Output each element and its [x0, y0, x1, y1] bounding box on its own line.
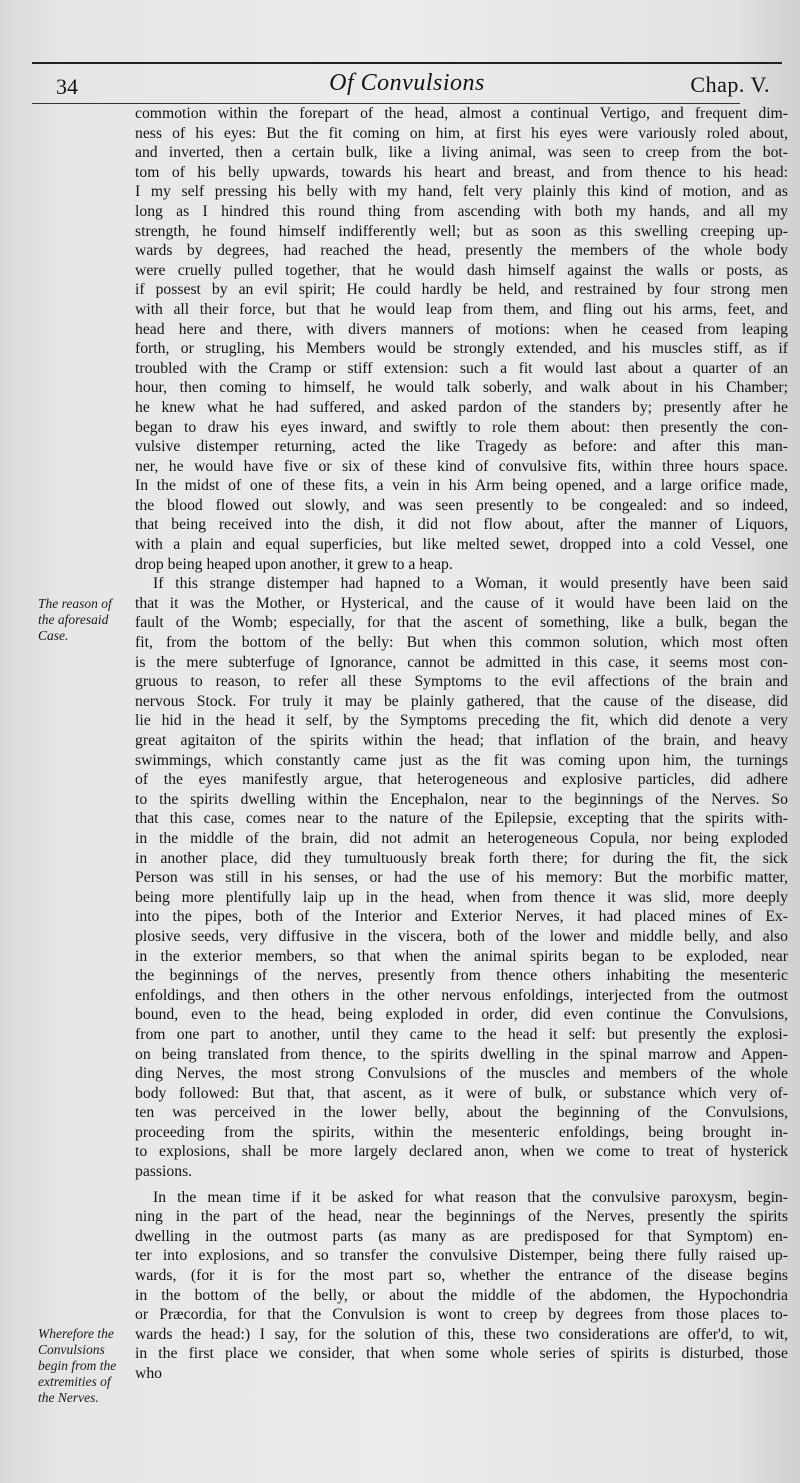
- text-line: vulsive distemper returning, acted the like Tragedy as before: and after this man-: [135, 438, 788, 456]
- header-rule: [32, 62, 782, 64]
- text-line: great agitaiton of the spirits within the head; that inflation of the brain, and heavy: [135, 732, 788, 749]
- text-line: with all their force, but that he would leap from them, and fling out his arms, feet, and: [135, 300, 788, 318]
- margin-note-line: begin from the: [38, 1358, 117, 1373]
- text-line: enfoldings, and then others in the other nervous enfoldings, interjected from the outmost: [135, 986, 788, 1004]
- text-line: swimmings, which constantly came just as the fit was coming upon him, the turnings: [135, 751, 788, 769]
- margin-note-line: Convulsions: [38, 1342, 105, 1357]
- text-line: of the eyes manifestly argue, that heterogeneous and explosive particles, did adhere: [135, 771, 788, 789]
- text-line: fault of the Womb; especially, for that the ascent of something, like a bulk, began the: [135, 614, 788, 632]
- text-line: with a plain and equal superficies, but like melted sewet, dropped into a cold Vessel, one: [135, 536, 788, 554]
- text-line: lie hid in the head it self, by the Symptoms preceding the fit, which did denote a very: [135, 712, 788, 730]
- running-header: [32, 66, 782, 102]
- text-line: to explosions, shall be more largely declared anon, when we come to treat of hysterick: [135, 1143, 788, 1161]
- text-line: tom of his belly upwards, towards his heart and breast, and from thence to his head:: [135, 163, 788, 181]
- running-title: Of Convulsions: [329, 70, 485, 96]
- text-line: to the spirits dwelling within the Encephalon, near to the beginnings of the Nerves. So: [135, 790, 788, 808]
- margin-note-reason: [38, 596, 136, 644]
- text-line: in the exterior members, so that when the animal spirits began to be exploded, near: [135, 947, 788, 965]
- text-line: wards, (for it is for the most part so, whether the entrance of the disease begins: [135, 1267, 788, 1285]
- text-line: that this case, comes near to the nature of the Epilepsie, excepting that the spirits with-: [135, 810, 788, 828]
- text-line: ding Nerves, the most strong Convulsions of the muscles and members of the whole: [135, 1065, 788, 1083]
- text-line: plosive seeds, very diffusive in the viscera, both of the lower and middle belly, and also: [135, 927, 788, 945]
- text-line: fit, from the bottom of the belly: But when this common solution, which most often: [135, 634, 788, 652]
- text-line: proceeding from the spirits, within the mesenteric enfoldings, being brought in-: [135, 1123, 788, 1141]
- text-line: ten was perceived in the lower belly, about the beginning of the Convulsions,: [135, 1104, 788, 1122]
- text-line: I my self pressing his belly with my hand, felt very plainly this kind of motion, and as: [135, 183, 788, 201]
- text-line: from one part to another, until they came to the head it self: but presently the explosi-: [135, 1025, 788, 1043]
- text-line: wards the head:) I say, for the solution of this, these two considerations are offer'd, to wit,: [135, 1325, 788, 1343]
- margin-note-wherefore: [38, 1326, 136, 1406]
- text-line: ning in the part of the head, near the beginnings of the Nerves, presently the spirits: [135, 1208, 788, 1226]
- margin-note-line: The reason of: [38, 596, 112, 611]
- chapter-label: Chap. V.: [690, 72, 770, 97]
- text-line: drop being heaped upon another, it grew to a heap.: [135, 555, 453, 573]
- text-line: wards by degrees, had reached the head, presently the members of the whole body: [135, 242, 788, 260]
- text-line: ness of his eyes: But the fit coming on him, at first his eyes were variously roled about,: [135, 124, 788, 142]
- body-text: [135, 104, 788, 1384]
- paragraph-2: [135, 574, 788, 1181]
- text-line: passions.: [135, 1163, 193, 1181]
- text-line: in another place, did they tumultuously break forth there; for during the fit, the sick: [135, 849, 788, 867]
- text-line: being more plentifully laip up in the head, when from thence it was slid, more deeply: [135, 888, 788, 906]
- text-line: the blood flowed out slowly, and was seen presently to be congealed: and so indeed,: [135, 496, 788, 514]
- text-line: strength, he found himself indifferently well; but as soon as this swelling creeping up-: [135, 222, 788, 240]
- text-line: the beginnings of the nerves, presently from thence others inhabiting the mesenteric: [135, 967, 788, 985]
- margin-note-line: Wherefore the: [38, 1326, 114, 1341]
- text-line: commotion within the forepart of the head, almost a continual Vertigo, and frequent dim-: [135, 105, 788, 122]
- text-line: into the pipes, both of the Interior and Exterior Nerves, it had placed mines of Ex-: [135, 908, 788, 926]
- text-line: hour, then coming to himself, he would talk soberly, and walk about in his Chamber;: [135, 379, 788, 397]
- margin-note-line: Case.: [38, 628, 69, 643]
- text-line: forth, or strugling, his Members would be strongly extended, and his muscles stiff, as if: [135, 340, 788, 358]
- text-line: body followed: But that, that ascent, as it were of bulk, or substance which very of-: [135, 1084, 788, 1102]
- text-line: on being translated from thence, to the spirits dwelling in the spinal marrow and Appen-: [135, 1045, 788, 1063]
- text-line: If this strange distemper had hapned to a Woman, it would presently have been said: [153, 575, 788, 593]
- text-line: long as I hindred this round thing from ascending with both my hands, and all my: [135, 202, 788, 220]
- text-line: gruous to reason, to refer all these Symptoms to the evil affections of the brain and: [135, 673, 788, 691]
- text-line: began to draw his eyes inward, and swiftly to role them about: then presently the con-: [135, 418, 788, 436]
- text-line: he knew what he had suffered, and asked pardon of the standers by; presently after he: [135, 398, 788, 416]
- text-line: ner, he would have five or six of these kind of convulsive fits, within three hours space.: [135, 457, 788, 475]
- text-line: Person was still in his senses, or had the use of his memory: But the morbific matter,: [135, 869, 788, 887]
- page-number: 34: [56, 74, 78, 99]
- text-line: ter into explosions, and so transfer the convulsive Distemper, being there fully raised up-: [135, 1247, 788, 1265]
- margin-note-line: the aforesaid: [38, 612, 109, 627]
- text-line: that being received into the dish, it did not flow about, after the manner of Liquors,: [135, 516, 788, 534]
- text-line: bound, even to the head, being exploded in order, did even continue the Convulsions,: [135, 1006, 788, 1024]
- margin-note-line: the Nerves.: [38, 1390, 99, 1405]
- text-line: is the mere subterfuge of Ignorance, cannot be admitted in this case, it seems most con-: [135, 653, 788, 671]
- paragraph-1: [135, 104, 788, 574]
- text-line: who: [135, 1365, 163, 1382]
- text-line: In the mean time if it be asked for what reason that the convulsive paroxysm, begin-: [153, 1188, 788, 1206]
- text-line: nervous Stock. For truly it may be plainly gathered, that the cause of the disease, did: [135, 692, 788, 710]
- text-line: head here and there, with divers manners of motions: when he ceased from leaping: [135, 320, 788, 338]
- text-line: or Præcordia, for that the Convulsion is wont to creep by degrees from those places to-: [135, 1306, 788, 1324]
- text-line: that it was the Mother, or Hysterical, and the cause of it would have been laid on the: [135, 594, 788, 612]
- margin-note-line: extremities of: [38, 1374, 111, 1389]
- text-line: and inverted, then a certain bulk, like a living animal, was seen to creep from the bot-: [135, 144, 788, 162]
- text-line: were cruelly pulled together, that he would dash himself against the walls or posts, as: [135, 261, 788, 279]
- text-line: troubled with the Cramp or stiff extension: such a fit would last about a quarter of an: [135, 359, 788, 377]
- text-line: In the midst of one of these fits, a vein in his Arm being opened, and a large orifice made,: [135, 477, 788, 495]
- text-line: in the first place we consider, that when some whole series of spirits is disturbed, those: [135, 1345, 788, 1363]
- paragraph-3: [135, 1188, 788, 1384]
- text-line: in the middle of the brain, did not admit an heterogeneous Copula, nor being exploded: [135, 829, 788, 847]
- text-line: dwelling in the outmost parts (as many as are predisposed for that Symptom) en-: [135, 1227, 788, 1245]
- text-line: if possest by an evil spirit; He could hardly be held, and restrained by four strong men: [135, 281, 788, 299]
- text-line: in the bottom of the belly, or about the middle of the abdomen, the Hypochondria: [135, 1286, 788, 1304]
